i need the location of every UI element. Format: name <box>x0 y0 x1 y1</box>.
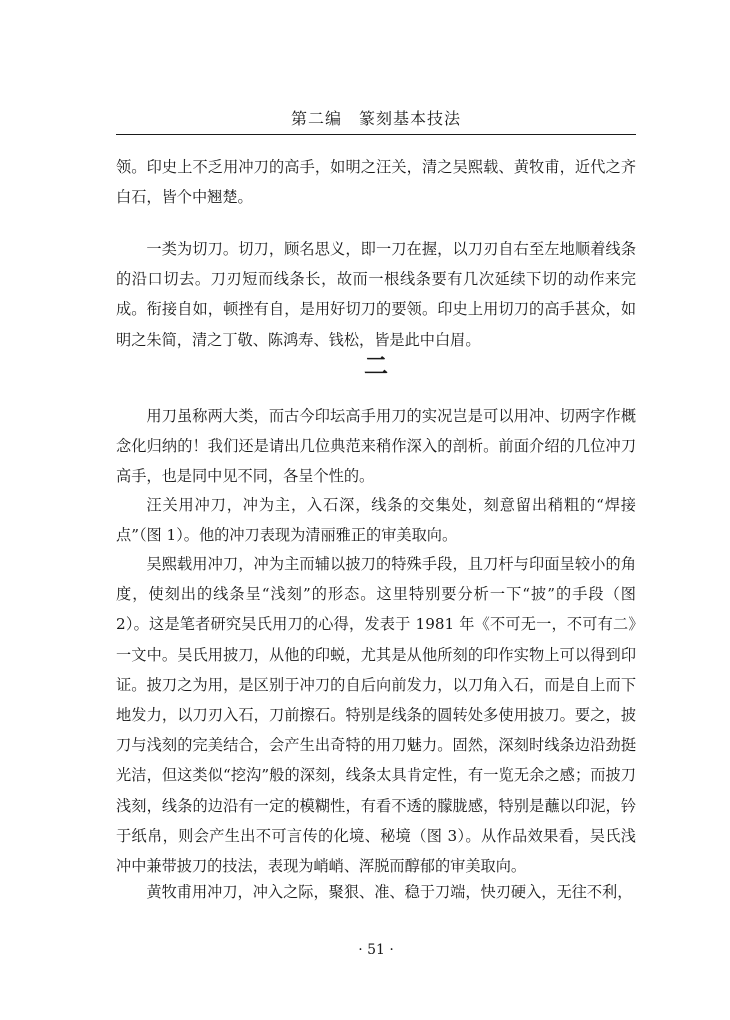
paragraph-wuxizai: 吴熙载用冲刀，冲为主而辅以披刀的特殊手段，且刀杆与印面呈较小的角度，使刻出的线条呈“浅刻”的形态。这里特别要分析一下“披”的手段（图 2）。这是笔者研究吴氏用刀的心得，发表于 1981 年《不可无一，不可有二》一文中。吴氏用披刀，从他的印蜕，尤其是从他所刻的印作实物上可以得到印证。披刀之为用，是区别于冲刀的自后向前发力，以刀角入石，而是自上而下地发力，以刀刃入石，刀前擦石。特别是线条的圆转处多使用披刀。要之，披刀与浅刻的完美结合，会产生出奇特的用刀魅力。固然，深刻时线条边沿劲挺光洁，但这类似“挖沟”般的深刻，线条太具肯定性，有一览无余之感；而披刀浅刻，线条的边沿有一定的模糊性，有看不透的朦胧感，特别是蘸以印泥，钤于纸帛，则会产生出不可言传的化境、秘境（图 3）。从作品效果看，吴氏浅冲中兼带披刀的技法，表现为峭峭、浑脱而醇郁的审美取向。 <box>116 555 636 876</box>
page-number: · 51 · <box>358 942 394 958</box>
paragraph-qiedao: 一类为切刀。切刀，顾名思义，即一刀在握，以刀刃自右至左地顺着线条的沿口切去。刀刃短而线条长，故而一根线条要有几次延续下切的动作来完成。衔接自如，顿挫有自，是用好切刀的要领。印史上用切刀的高手甚众，如明之朱简，清之丁敬、陈鸿寿、钱松，皆是此中白眉。 <box>116 240 636 349</box>
header-rule <box>116 134 636 135</box>
paragraph-huangmufu: 黄牧甫用冲刀，冲入之际，聚狠、准、稳于刀端，快刃硬入，无往不利， <box>146 883 633 901</box>
running-head: 第二编 篆刻基本技法 <box>290 109 461 128</box>
paragraph-continued: 领。印史上不乏用冲刀的高手，如明之汪关，清之吴熙载、黄牧甫，近代之齐白石，皆个中翘楚。 <box>116 158 636 207</box>
paragraph-wangguan: 汪关用冲刀，冲为主，入石深，线条的交集处，刻意留出稍粗的“焊接点”（图 1）。他的冲刀表现为清丽雅正的审美取向。 <box>116 496 636 545</box>
paragraph-intro: 用刀虽称两大类，而古今印坛高手用刀的实况岂是可以用冲、切两字作概念化归纳的！我们还是请出几位典范来稍作深入的剖析。前面介绍的几位冲刀高手，也是同中见不同，各呈个性的。 <box>116 407 636 486</box>
section-heading: 二 <box>364 351 388 380</box>
